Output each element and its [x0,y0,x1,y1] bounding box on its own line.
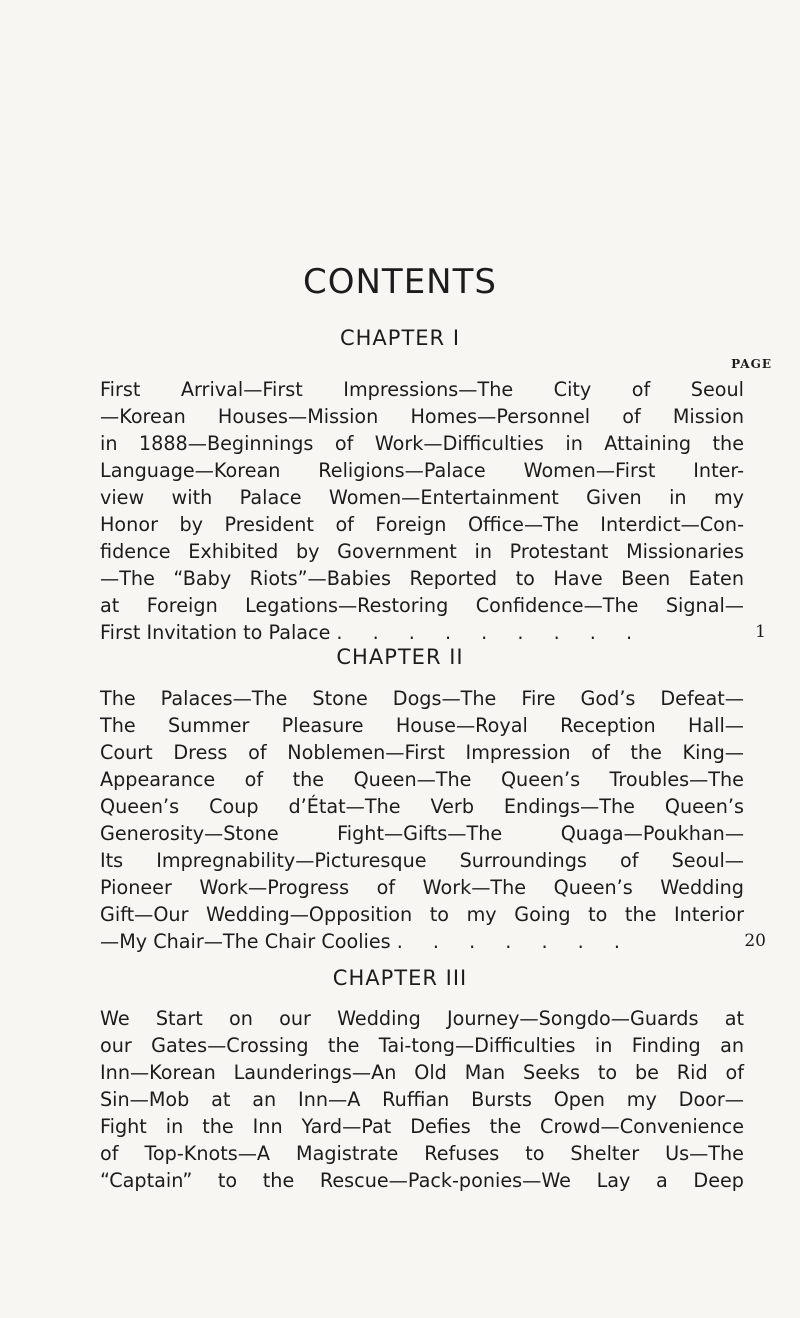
chapter-heading-3: CHAPTER III [332,966,468,990]
chapter-2-summary [100,685,766,955]
chapter-3-summary [100,1005,744,1194]
summary-line: Language—Korean Religions—Palace Women—First Inter- [100,459,744,482]
summary-line: Appearance of the Queen—The Queen’s Troubles—The [100,768,744,791]
summary-line: Gift—Our Wedding—Opposition to my Going to the Interior [100,903,744,926]
summary-line: Its Impregnability—Picturesque Surroundings of Seoul— [100,849,744,872]
summary-line: Queen’s Coup d’État—The Verb Endings—The Queen’s [100,795,744,818]
summary-line: We Start on our Wedding Journey—Songdo—Guards at [100,1007,744,1030]
summary-line: —Korean Houses—Mission Homes—Personnel of Mission [100,405,744,428]
summary-line: “Captain” to the Rescue—Pack-ponies—We Lay a Deep [100,1169,744,1192]
summary-line: fidence Exhibited by Government in Protestant Missionaries [100,540,744,563]
summary-final-line: —My Chair—The Chair Coolies [100,930,391,953]
page-number: 1 [755,622,766,642]
page-number: 20 [744,931,766,951]
summary-line: at Foreign Legations—Restoring Confidence—The Signal— [100,594,744,617]
toc-entry-chapter-1[interactable] [100,619,766,646]
summary-line: —The “Baby Riots”—Babies Reported to Have Been Eaten [100,567,744,590]
summary-line: in 1888—Beginnings of Work—Difficulties in Attaining the [100,432,744,455]
dot-leaders: . . . . . . . [396,930,632,953]
summary-final-line: First Invitation to Palace [100,621,331,644]
summary-line: First Arrival—First Impressions—The City of Seoul [100,378,744,401]
summary-line: our Gates—Crossing the Tai-tong—Difficulties in Finding an [100,1034,744,1057]
summary-line: The Summer Pleasure House—Royal Reception Hall— [100,714,744,737]
chapter-heading-1: CHAPTER I [339,326,461,350]
summary-line: Generosity—Stone Fight—Gifts—The Quaga—Poukhan— [100,822,744,845]
toc-entry-chapter-2[interactable] [100,928,766,955]
chapter-1-summary [100,376,766,646]
summary-line: Honor by President of Foreign Office—The Interdict—Con- [100,513,744,536]
page-column-label: PAGE [731,357,772,371]
summary-line: Pioneer Work—Progress of Work—The Queen’s Wedding [100,876,744,899]
chapter-heading-2: CHAPTER II [336,645,464,669]
dot-leaders: . . . . . . . . . [336,621,645,644]
page-title: CONTENTS [303,262,497,302]
summary-line: Court Dress of Noblemen—First Impression of the King— [100,741,744,764]
summary-line: Fight in the Inn Yard—Pat Defies the Crowd—Convenience [100,1115,744,1138]
summary-line: Inn—Korean Launderings—An Old Man Seeks to be Rid of [100,1061,744,1084]
summary-line: The Palaces—The Stone Dogs—The Fire God’s Defeat— [100,687,744,710]
summary-line: view with Palace Women—Entertainment Given in my [100,486,744,509]
summary-line: of Top-Knots—A Magistrate Refuses to Shelter Us—The [100,1142,744,1165]
summary-line: Sin—Mob at an Inn—A Ruffian Bursts Open my Door— [100,1088,744,1111]
